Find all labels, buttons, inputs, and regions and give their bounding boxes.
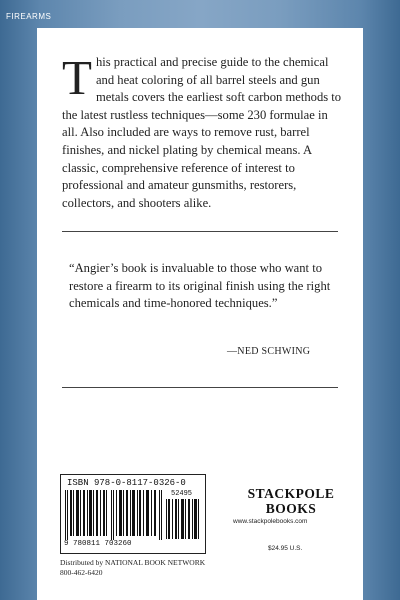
publisher-name-line1: STACKPOLE: [247, 486, 335, 501]
barcode-bars: [65, 490, 163, 540]
barcode-addon-bars: [166, 499, 200, 539]
publisher-name-line2: BOOKS: [265, 501, 317, 516]
book-description: [62, 50, 344, 212]
category-label: FIREARMS: [6, 12, 52, 21]
description-text: his practical and precise guide to the chemical and heat coloring of all barrel steels and gun metals covers the earliest soft carbon methods to the latest rustless techniques—some 230 formulae in all. Also included are ways to remove rust, barrel finishes, and nickel plating by chemical means. A classic, comprehensive reference of interest to professional and amateur gunsmiths, restorers, collectors, and shooters alike.: [62, 55, 342, 210]
isbn-barcode: [60, 474, 206, 554]
endorsement-quote: “Angier’s book is invaluable to those who want to restore a firearm to its original finish using the right chemicals and time-honored techniques.”: [69, 261, 331, 311]
back-cover-panel: [37, 28, 363, 600]
distributor-phone: 800-462-6420: [60, 568, 103, 577]
barcode-digits: 9 780811 703260: [64, 540, 132, 548]
divider-bottom: [62, 387, 338, 388]
divider-top: [62, 231, 338, 232]
distribution-info: [60, 558, 205, 578]
publisher-logo: [241, 486, 341, 516]
isbn-number: ISBN 978-0-8117-0326-0: [67, 478, 186, 488]
publisher-url: www.stackpolebooks.com: [233, 518, 308, 525]
barcode-addon-digits: 52495: [171, 490, 193, 498]
distributor-line: Distributed by NATIONAL BOOK NETWORK: [60, 558, 206, 567]
price-label: $24.95 U.S.: [268, 545, 303, 552]
drop-cap: T: [62, 50, 92, 105]
quote-attribution: —NED SCHWING: [227, 346, 311, 357]
